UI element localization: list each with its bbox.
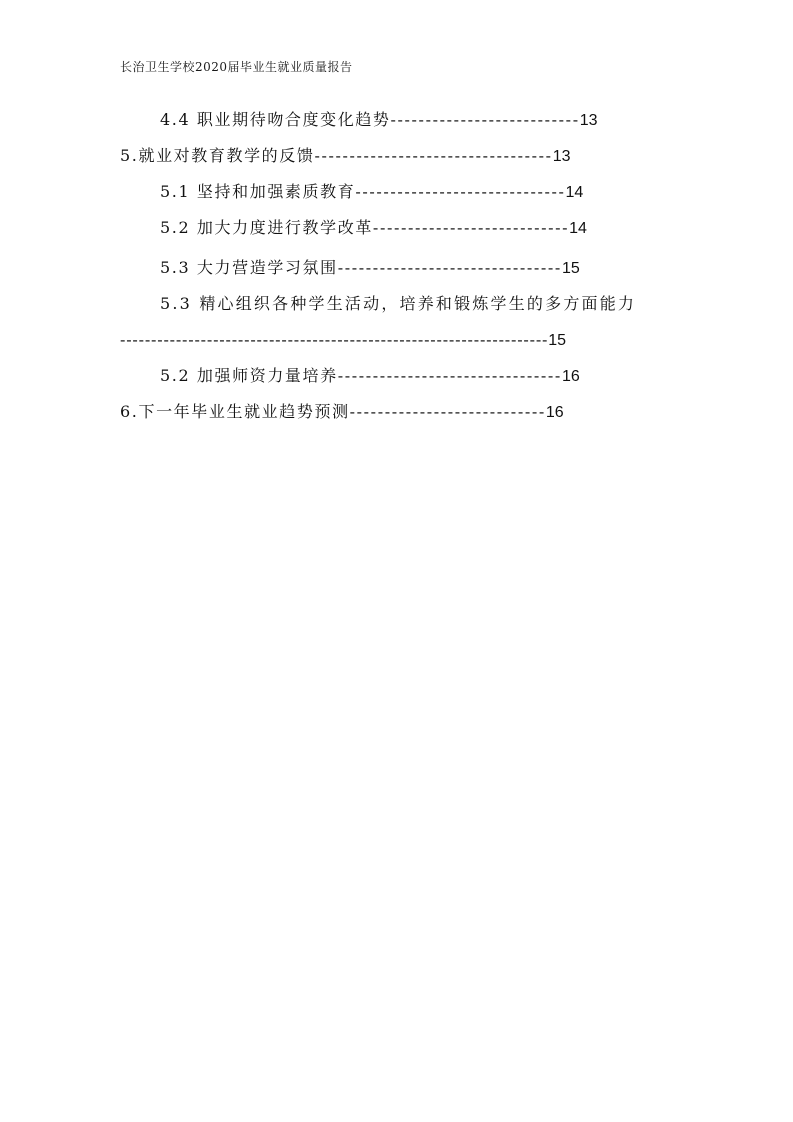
toc-entry-continuation[interactable] [120,330,566,351]
toc-page-number: 14 [569,220,587,237]
toc-entry-text: 6.下一年毕业生就业趋势预测---------------------------- [120,402,546,421]
toc-entry-text: 5.3 大力营造学习氛围-------------------------------- [160,258,562,277]
toc-page-number: 16 [545,404,564,421]
toc-entry[interactable] [160,110,598,131]
toc-entry[interactable] [160,294,636,315]
toc-page-number: 13 [579,112,598,129]
toc-entry[interactable] [160,218,587,239]
toc-page-number: 14 [565,184,584,201]
toc-page-number: 16 [561,368,580,385]
toc-entry-text: 5.1 坚持和加强素质教育------------------------------ [160,182,566,201]
toc-entry[interactable] [120,146,570,167]
toc-entry[interactable] [160,258,580,279]
toc-entry[interactable] [120,402,564,423]
page-header: 长治卫生学校2020届毕业生就业质量报告 [120,60,353,74]
toc-entry[interactable] [160,182,583,203]
toc-entry-text: 5.2 加强师资力量培养-------------------------------- [160,366,562,385]
toc-leader-dots: --------------------------------------------------------------------- [120,330,549,349]
toc-entry-text: 5.3 精心组织各种学生活动，培养和锻炼学生的多方面能力 [160,294,637,313]
toc-page-number: 13 [552,148,571,165]
toc-entry-text: 4.4 职业期待吻合度变化趋势--------------------------- [160,110,580,129]
toc-entry-text: 5.就业对教育教学的反馈---------------------------------- [120,146,553,165]
toc-page-number: 15 [561,260,580,277]
toc-page-number: 15 [548,332,567,349]
toc-entry[interactable] [160,366,580,387]
toc-entry-text: 5.2 加大力度进行教学改革---------------------------- [160,218,570,237]
